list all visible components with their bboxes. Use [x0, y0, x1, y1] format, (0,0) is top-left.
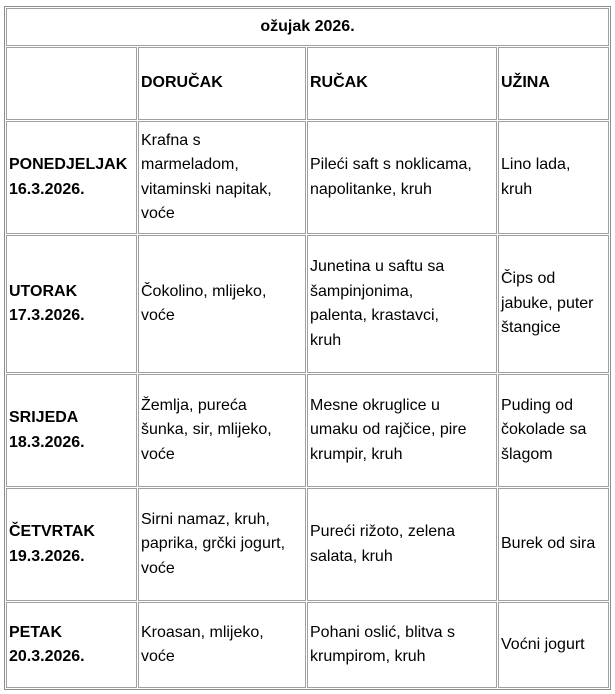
menu-line: voće: [141, 648, 175, 665]
snack-cell: [498, 488, 609, 601]
snack-cell: [498, 374, 609, 487]
menu-line: jabuke, puter: [501, 294, 594, 312]
menu-line: Burek od sira: [501, 535, 596, 553]
table-row: [6, 602, 609, 688]
menu-line: Junetina u saftu sa: [310, 258, 445, 275]
menu-line: Pureći rižoto, zelena: [310, 523, 455, 540]
breakfast-cell: [138, 235, 306, 373]
day-date: 17.3.2026.: [9, 307, 85, 324]
menu-line: marmeladom,: [141, 156, 239, 173]
menu-line: palenta, krastavci,: [310, 307, 439, 324]
menu-line: Krafna s: [141, 131, 201, 149]
menu-line: Puding od: [501, 396, 574, 414]
menu-line: čokolade sa: [501, 421, 587, 439]
lunch-cell: [307, 121, 497, 234]
menu-line: Čokolino, mlijeko,: [141, 282, 267, 300]
day-cell: [6, 235, 137, 373]
day-date: 20.3.2026.: [9, 648, 85, 665]
menu-line: salata, kruh: [310, 547, 393, 565]
lunch-cell: [307, 488, 497, 601]
day-name: PONEDJELJAK: [9, 156, 128, 173]
menu-line: Žemlja, pureća: [141, 396, 247, 414]
menu-line: šlagom: [501, 445, 553, 463]
menu-line: Lino lada,: [501, 156, 571, 173]
day-cell: [6, 121, 137, 234]
day-date: 18.3.2026.: [9, 433, 85, 451]
menu-line: paprika, grčki jogurt,: [141, 535, 286, 553]
menu-line: Čips od: [501, 270, 556, 288]
menu-line: kruh: [501, 180, 533, 198]
header-snack: UŽINA: [498, 47, 609, 120]
day-cell: [6, 374, 137, 487]
breakfast-cell: [138, 374, 306, 487]
menu-line: krumpir, kruh: [310, 445, 403, 463]
header-breakfast: DORUČAK: [138, 47, 306, 120]
menu-line: voće: [141, 205, 175, 222]
snack-cell: [498, 121, 609, 234]
month-title: ožujak 2026.: [6, 8, 609, 46]
menu-line: vitaminski napitak,: [141, 180, 272, 198]
menu-line: Sirni namaz, kruh,: [141, 510, 270, 528]
lunch-cell: [307, 235, 497, 373]
day-name: PETAK: [9, 623, 63, 641]
table-row: [6, 374, 609, 487]
menu-line: napolitanke, kruh: [310, 180, 432, 198]
menu-line: šampinjonima,: [310, 282, 414, 300]
day-date: 16.3.2026.: [9, 180, 85, 198]
menu-line: krumpirom, kruh: [310, 648, 426, 665]
lunch-cell: [307, 602, 497, 688]
table-row: [6, 121, 609, 234]
day-name: ČETVRTAK: [9, 523, 95, 540]
header-lunch: RUČAK: [307, 47, 497, 120]
menu-line: šunka, sir, mlijeko,: [141, 421, 272, 439]
day-name: SRIJEDA: [9, 409, 79, 426]
day-name: UTORAK: [9, 282, 78, 300]
menu-line: Kroasan, mlijeko,: [141, 623, 264, 641]
menu-line: kruh: [310, 331, 342, 349]
menu-line: umaku od rajčice, pire: [310, 421, 467, 439]
breakfast-cell: [138, 488, 306, 601]
snack-cell: [498, 235, 609, 373]
menu-line: voće: [141, 445, 175, 463]
menu-line: štangice: [501, 319, 561, 337]
menu-line: Voćni jogurt: [501, 635, 585, 653]
snack-cell: [498, 602, 609, 688]
header-row: [6, 47, 609, 120]
menu-table: [4, 6, 611, 690]
lunch-cell: [307, 374, 497, 487]
table-row: [6, 488, 609, 601]
breakfast-cell: [138, 602, 306, 688]
menu-line: Pileći saft s noklicama,: [310, 156, 472, 173]
menu-line: voće: [141, 307, 175, 324]
day-date: 19.3.2026.: [9, 547, 85, 565]
menu-line: Pohani oslić, blitva s: [310, 623, 455, 641]
title-row: [6, 8, 609, 46]
table-row: [6, 235, 609, 373]
menu-line: voće: [141, 559, 175, 577]
breakfast-cell: [138, 121, 306, 234]
corner-cell: [6, 47, 137, 120]
day-cell: [6, 602, 137, 688]
day-cell: [6, 488, 137, 601]
menu-line: Mesne okruglice u: [310, 396, 440, 414]
